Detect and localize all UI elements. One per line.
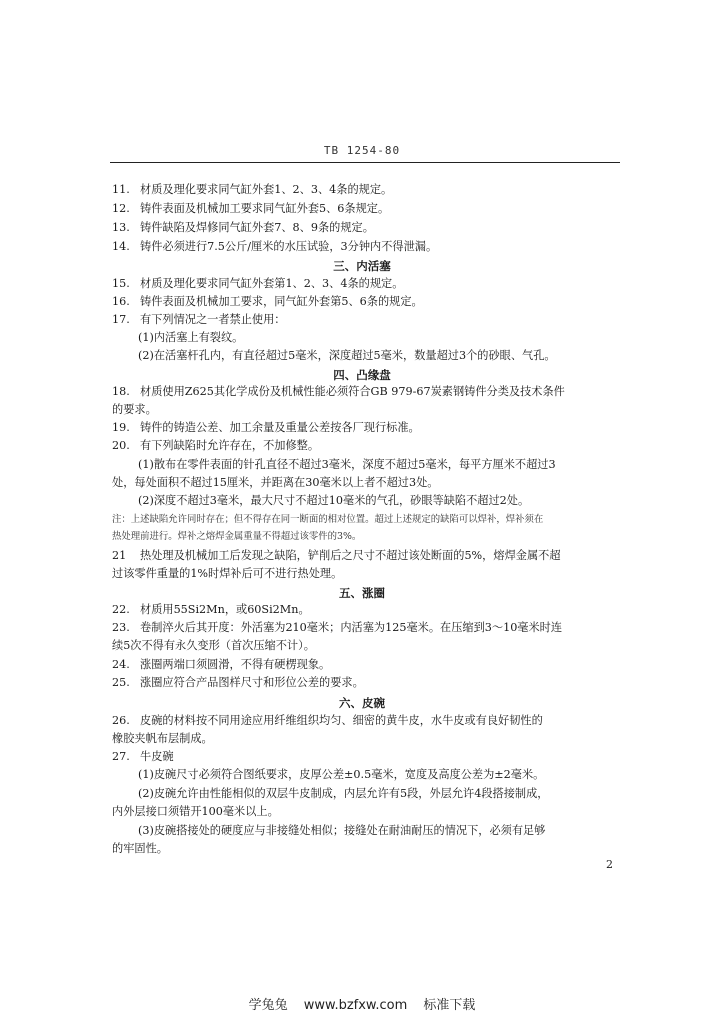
clause-26-continued: 橡胶夹帆布层制成。 [112, 732, 213, 745]
clause-number: 23. [112, 621, 130, 634]
clause-text: 材质及理化要求同气缸外套1、2、3、4条的规定。 [140, 183, 393, 196]
clause-21 [112, 549, 616, 563]
clause-21-continued: 过该零件重量的1%时焊补后可不进行热处理。 [112, 567, 343, 580]
clause-text: 材质及理化要求同气缸外套第1、2、3、4条的规定。 [140, 277, 404, 290]
clause-number: 15. [112, 277, 130, 290]
footer-tagline: 标准下载 [423, 998, 476, 1013]
clause-text: 牛皮碗 [140, 750, 174, 763]
clause-number: 27. [112, 750, 130, 763]
page-number: 2 [606, 858, 613, 871]
clause-number: 14. [112, 240, 130, 253]
footer-brand: 学兔兔 [248, 998, 288, 1013]
clause-22 [112, 603, 616, 617]
clause-number: 20. [112, 439, 130, 452]
clause-number: 13. [112, 221, 130, 234]
clause-text: 铸件必须进行7.5公斤/厘米的水压试验，3分钟内不得泄漏。 [140, 240, 438, 253]
section-heading-leather-cup: 六、皮碗 [339, 696, 385, 710]
clause-number: 21 [112, 549, 127, 562]
clause-17 [112, 313, 616, 327]
clause-24 [112, 658, 616, 672]
clause-18-continued: 的要求。 [112, 403, 157, 416]
clause-17-item-1: (1)内活塞上有裂纹。 [138, 331, 244, 344]
note-line-1: 注：上述缺陷允许同时存在；但不得存在同一断面的相对位置。超过上述规定的缺陷可以焊补，焊补须在 [112, 514, 544, 525]
standard-code: TB 1254-80 [323, 144, 401, 157]
note-line-2: 热处理前进行。焊补之熔焊金属重量不得超过该零件的3%。 [112, 531, 362, 542]
clause-number: 19. [112, 421, 130, 434]
clause-text: 材质使用Z625其化学成份及机械性能必须符合GB 979-67炭素钢铸件分类及技术条件 [140, 385, 565, 398]
clause-text: 有下列情况之一者禁止使用： [140, 313, 286, 326]
clause-number: 12. [112, 202, 130, 215]
clause-20-item-1-continued: 处，每处面积不超过15厘米，并距离在30毫米以上者不超过3处。 [112, 476, 439, 489]
clause-number: 11. [112, 183, 130, 196]
clause-text: 卷制淬火后其开度：外活塞为210毫米；内活塞为125毫米。在压缩到3～10毫米时连 [140, 621, 563, 634]
clause-text: 铸件缺陷及焊修同气缸外套7、8、9条的规定。 [140, 221, 374, 234]
clause-text: 铸件表面及机械加工要求同气缸外套5、6条规定。 [140, 202, 390, 215]
clause-27-item-2: (2)皮碗允许由性能相似的双层牛皮制成，内层允许有5段，外层允许4段搭接制成， [138, 787, 549, 800]
clause-23 [112, 621, 616, 635]
clause-16 [112, 295, 616, 309]
clause-19 [112, 421, 616, 435]
footer-url-link[interactable]: www.bzfxw.com [303, 998, 408, 1013]
clause-23-continued: 续5次不得有永久变形（首次压缩不计）。 [112, 639, 315, 652]
clause-17-item-2: (2)在活塞杆孔内，有直径超过5毫米，深度超过5毫米，数量超过3个的砂眼、气孔。 [138, 349, 556, 362]
clause-13 [112, 221, 616, 235]
clause-25 [112, 676, 616, 690]
clause-26 [112, 714, 616, 728]
clause-text: 热处理及机械加工后发现之缺陷，铲削后之尺寸不超过该处断面的5%，熔焊金属不超 [140, 549, 561, 562]
clause-text: 有下列缺陷时允许存在，不加修整。 [140, 439, 320, 452]
section-heading-inner-piston: 三、内活塞 [333, 259, 391, 273]
clause-text: 铸件表面及机械加工要求，同气缸外套第5、6条的规定。 [140, 295, 423, 308]
clause-number: 18. [112, 385, 130, 398]
clause-18 [112, 385, 616, 399]
section-heading-flange-plate: 四、凸缘盘 [333, 368, 391, 382]
clause-11 [112, 183, 616, 197]
clause-number: 22. [112, 603, 130, 616]
section-heading-piston-ring: 五、涨圈 [339, 586, 385, 600]
clause-15 [112, 277, 616, 291]
clause-27-item-3-continued: 的牢固性。 [112, 842, 168, 855]
clause-number: 26. [112, 714, 130, 727]
clause-text: 涨圈应符合产品图样尺寸和形位公差的要求。 [140, 676, 364, 689]
clause-text: 涨圈两端口须圆滑，不得有硬楞现象。 [140, 658, 331, 671]
clause-number: 17. [112, 313, 130, 326]
clause-27 [112, 750, 616, 764]
header-rule [110, 162, 620, 163]
clause-text: 皮碗的材料按不同用途应用纤维组织均匀、细密的黄牛皮，水牛皮或有良好韧性的 [140, 714, 543, 727]
site-footer [0, 994, 724, 1013]
clause-27-item-3: (3)皮碗搭接处的硬度应与非接缝处相似；接缝处在耐油耐压的情况下，必须有足够 [138, 824, 546, 837]
clause-20-item-1: (1)散布在零件表面的针孔直径不超过3毫米，深度不超过5毫米，每平方厘米不超过3 [138, 458, 556, 471]
clause-number: 16. [112, 295, 130, 308]
clause-12 [112, 202, 616, 216]
clause-20 [112, 439, 616, 453]
clause-27-item-1: (1)皮碗尺寸必须符合图纸要求，皮厚公差±0.5毫米，宽度及高度公差为±2毫米。 [138, 768, 545, 781]
clause-27-item-2-continued: 内外层接口须错开100毫米以上。 [112, 805, 279, 818]
clause-text: 铸件的铸造公差、加工余量及重量公差按各厂现行标准。 [140, 421, 420, 434]
clause-14 [112, 240, 616, 254]
clause-number: 24. [112, 658, 130, 671]
clause-text: 材质用55Si2Mn，或60Si2Mn。 [140, 603, 310, 616]
clause-20-item-2: (2)深度不超过3毫米，最大尺寸不超过10毫米的气孔，砂眼等缺陷不超过2处。 [138, 494, 530, 507]
clause-number: 25. [112, 676, 130, 689]
